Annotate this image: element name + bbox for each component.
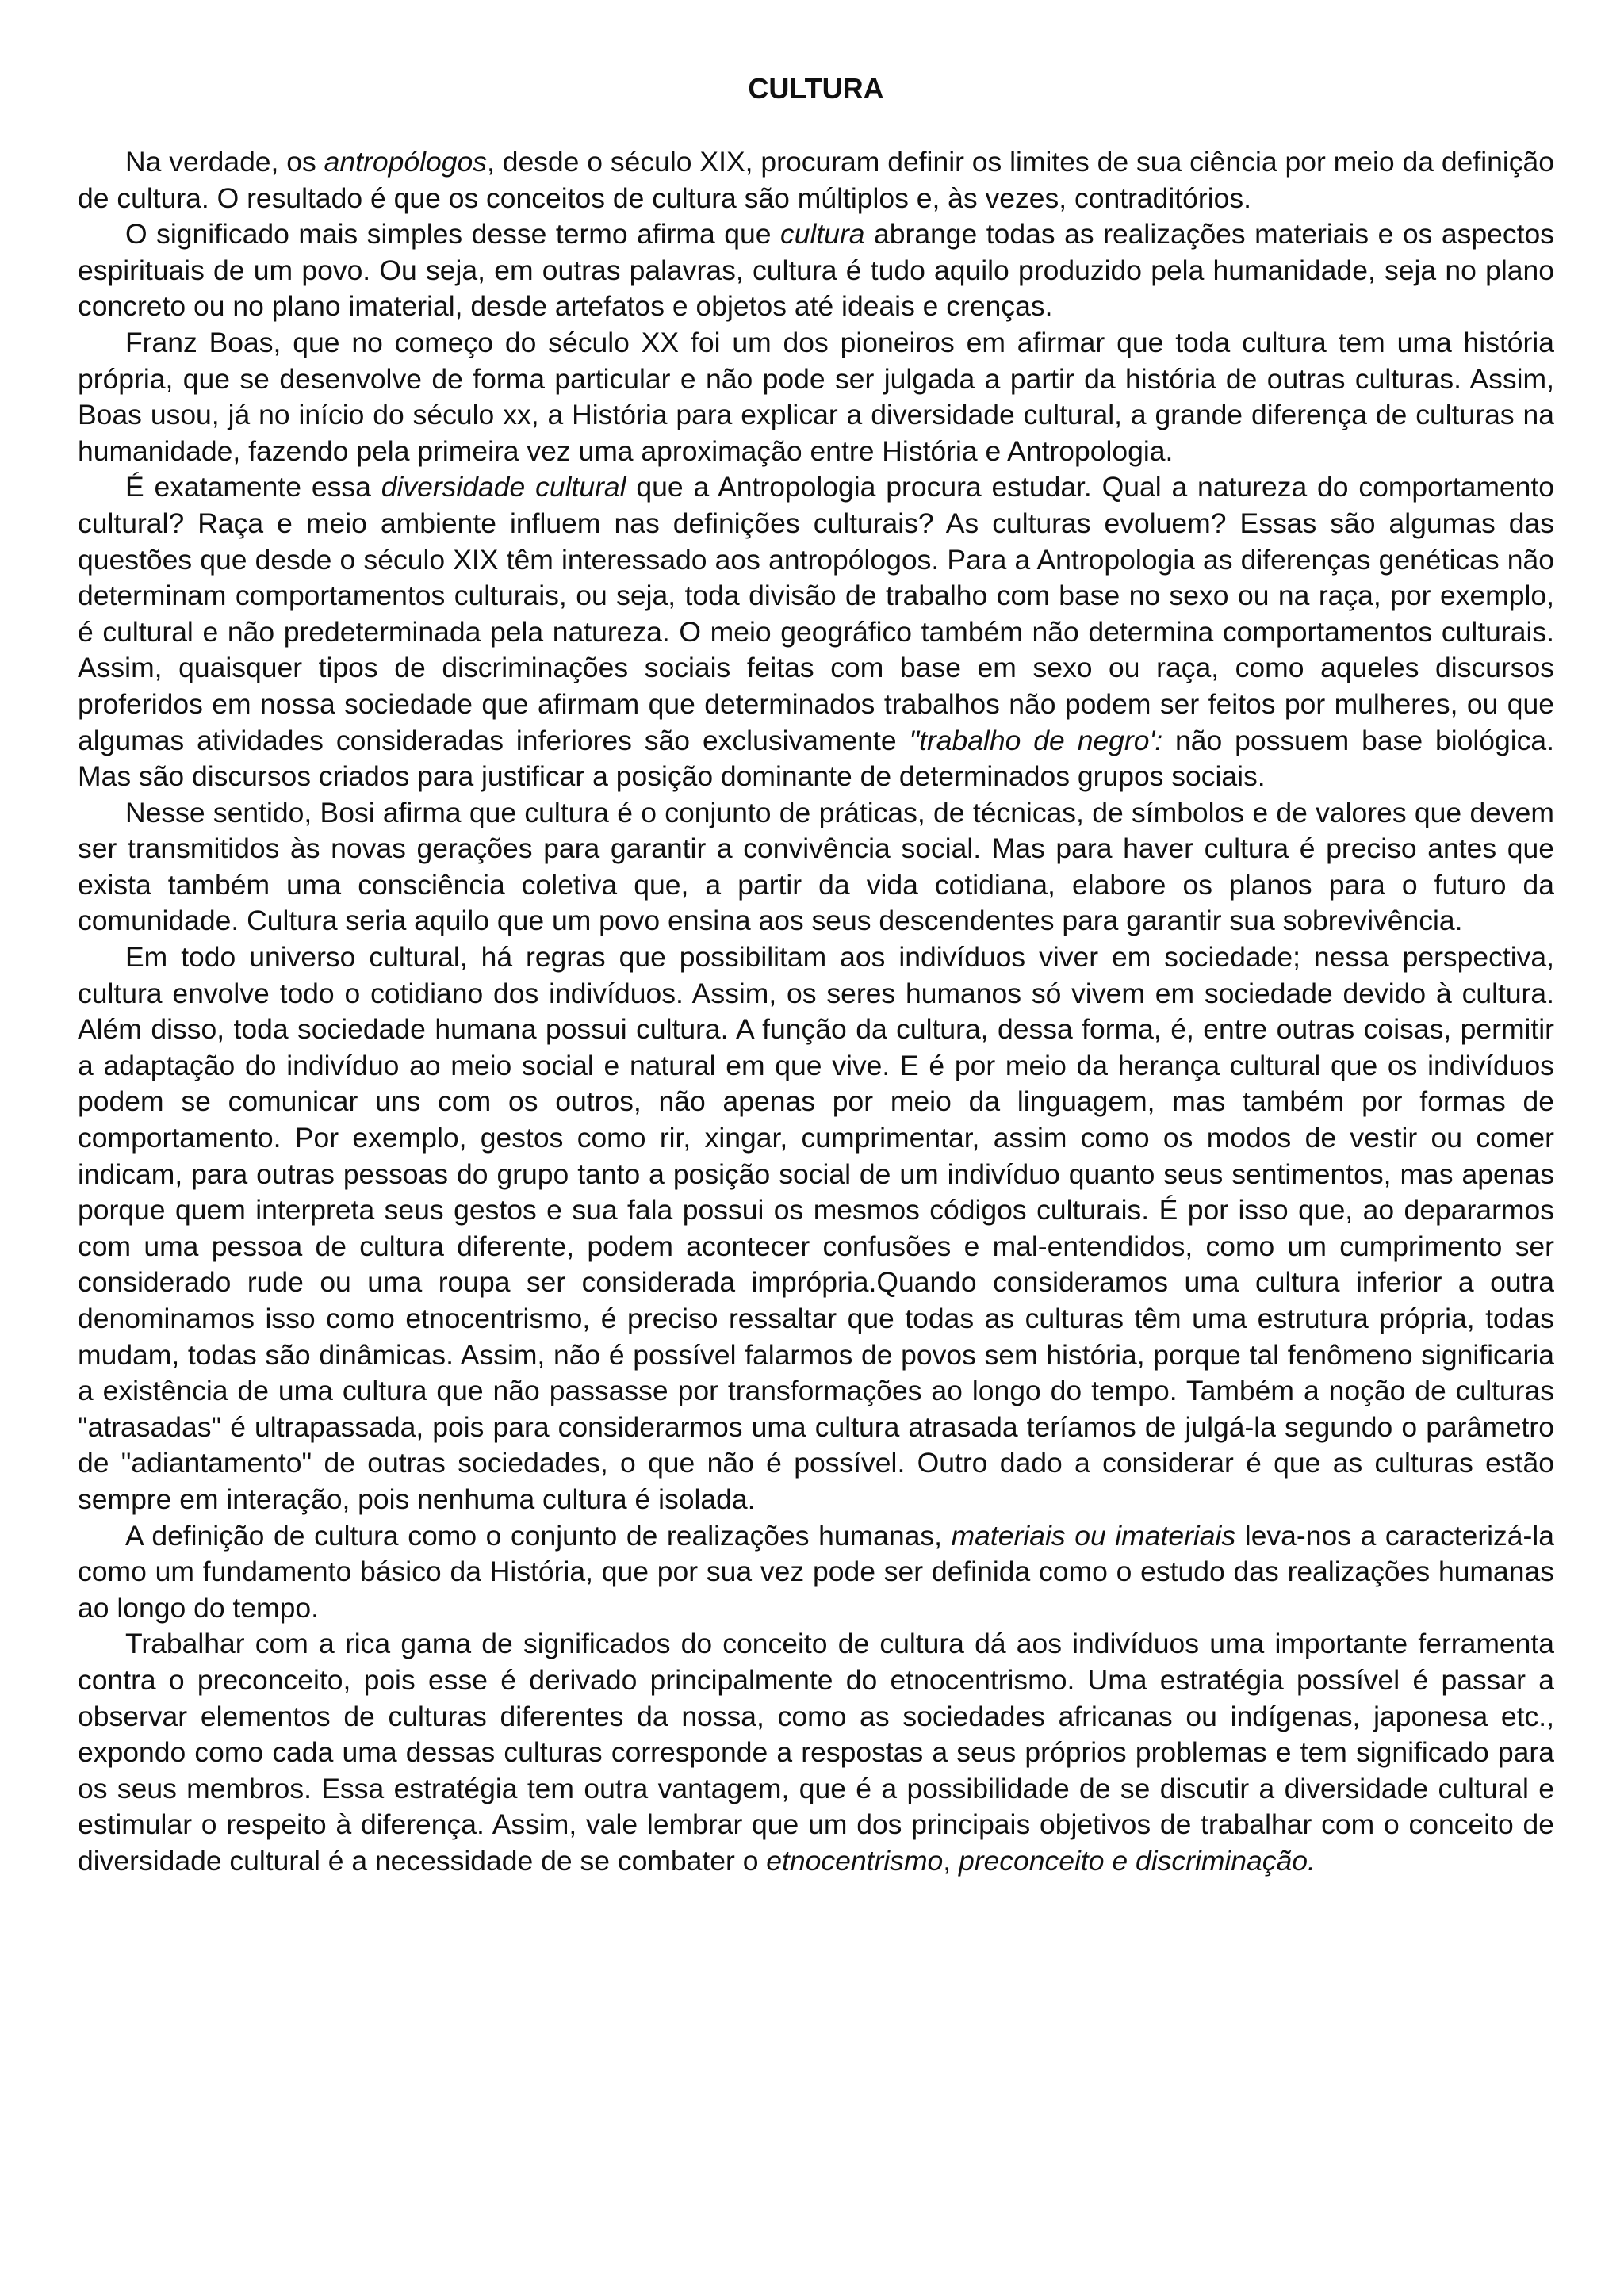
- italic-text: cultura: [779, 218, 865, 251]
- italic-text: "trabalho de negro':: [909, 724, 1163, 756]
- text-run: ,: [943, 1844, 959, 1877]
- page-title: CULTURA: [748, 72, 884, 105]
- text-run: , desde o século XIX, procuram definir os limites de sua ciência por meio da definição de cultura. O resultado é que os conceitos de cultura são múltiplos e, às vezes, contraditórios.: [78, 146, 1554, 214]
- text-run: É exatamente essa: [125, 471, 381, 503]
- paragraph: [78, 216, 1554, 325]
- italic-text: materiais ou imateriais: [951, 1519, 1236, 1552]
- italic-text: preconceito e discriminação.: [959, 1844, 1316, 1877]
- italic-text: diversidade cultural: [381, 471, 626, 503]
- text-run: Trabalhar com a rica gama de significados do conceito de cultura dá aos indivíduos uma importante ferramenta contra o preconceito, pois esse é derivado principalmente do etnocentrismo. Uma estratégia possível é passar a observar elementos de culturas diferentes da nossa, como as sociedades africanas ou indígenas, japonesa etc., expondo como cada uma dessas culturas corresponde a respostas a seus próprios problemas e tem significado para os seus membros. Essa estratégia tem outra vantagem, que é a possibilidade de se discutir a diversidade cultural e estimular o respeito à diferença. Assim, vale lembrar que um dos principais objetivos de trabalhar com o conceito de diversidade cultural é a necessidade de se combater o: [78, 1628, 1554, 1877]
- text-run: A definição de cultura como o conjunto de realizações humanas,: [125, 1519, 952, 1552]
- text-run: Na verdade, os: [125, 146, 324, 178]
- text-run: Em todo universo cultural, há regras que possibilitam aos indivíduos viver em sociedade; nessa perspectiva, cultura envolve todo o cotidiano dos indivíduos. Assim, os seres humanos só vivem em sociedade devido à cultura. Além disso, toda sociedade humana possui cultura. A função da cultura, dessa forma, é, entre outras coisas, permitir a adaptação do indivíduo ao meio social e natural em que vive. E é por meio da herança cultural que os indivíduos podem se comunicar uns com os outros, não apenas por meio da linguagem, mas também por formas de comportamento. Por exemplo, gestos como rir, xingar, cumprimentar, assim como os modos de vestir ou comer indicam, para outras pessoas do grupo tanto a posição social de um indivíduo quanto seus sentimentos, mas apenas porque quem interpreta seus gestos e sua fala possui os mesmos códigos culturais. É por isso que, ao depararmos com uma pessoa de cultura diferente, podem acontecer confusões e mal-entendidos, como um cumprimento ser considerado rude ou uma roupa ser considerada imprópria.Quando consideramos uma cultura inferior a outra denominamos isso como etnocentrismo, é preciso ressaltar que todas as culturas têm uma estrutura própria, todas mudam, todas são dinâmicas. Assim, não é possível falarmos de povos sem história, porque tal fenômeno significaria a existência de uma cultura que não passasse por transformações ao longo do tempo. Também a noção de culturas "atrasadas" é ultrapassada, pois para considerarmos uma cultura atrasada teríamos de julgá-la segundo o parâmetro de "adiantamento" de outras sociedades, o que não é possível. Outro dado a considerar é que as culturas estão sempre em interação, pois nenhuma cultura é isolada.: [78, 941, 1554, 1515]
- paragraph: [78, 1518, 1554, 1627]
- paragraph: [78, 469, 1554, 794]
- paragraph: [78, 795, 1554, 939]
- text-run: O significado mais simples desse termo afirma que: [125, 218, 780, 251]
- body-text: [78, 144, 1554, 1880]
- document-page: [78, 71, 1554, 1880]
- paragraph: [78, 1626, 1554, 1879]
- italic-text: antropólogos: [324, 146, 487, 178]
- paragraph: [78, 325, 1554, 469]
- paragraph: [78, 144, 1554, 216]
- paragraph: [78, 939, 1554, 1518]
- text-run: Nesse sentido, Bosi afirma que cultura é o conjunto de práticas, de técnicas, de símbolos e de valores que devem ser transmitidos às novas gerações para garantir a convivência social. Mas para haver cultura é preciso antes que exista também uma consciência coletiva que, a partir da vida cotidiana, elabore os planos para o futuro da comunidade. Cultura seria aquilo que um povo ensina aos seus descendentes para garantir sua sobrevivência.: [78, 796, 1554, 937]
- text-run: não possuem base biológica. Mas são discursos criados para justificar a posição dominante de determinados grupos sociais.: [78, 724, 1554, 793]
- text-run: abrange todas as realizações materiais e os aspectos espirituais de um povo. Ou seja, em outras palavras, cultura é tudo aquilo produzido pela humanidade, seja no plano concreto ou no plano imaterial, desde artefatos e objetos até ideais e crenças.: [78, 218, 1554, 323]
- text-run: leva-nos a caracterizá-la como um fundamento básico da História, que por sua vez pode ser definida como o estudo das realizações humanas ao longo do tempo.: [78, 1519, 1554, 1624]
- text-run: Franz Boas, que no começo do século XX foi um dos pioneiros em afirmar que toda cultura tem uma história própria, que se desenvolve de forma particular e não pode ser julgada a partir da história de outras culturas. Assim, Boas usou, já no início do século xx, a História para explicar a diversidade cultural, a grande diferença de culturas na humanidade, fazendo pela primeira vez uma aproximação entre História e Antropologia.: [78, 326, 1554, 467]
- text-run: que a Antropologia procura estudar. Qual a natureza do comportamento cultural? Raça e meio ambiente influem nas definições culturais? As culturas evoluem? Essas são algumas das questões que desde o século XIX têm interessado aos antropólogos. Para a Antropologia as diferenças genéticas não determinam comportamentos culturais, ou seja, toda divisão de trabalho com base no sexo ou na raça, por exemplo, é cultural e não predeterminada pela natureza. O meio geográfico também não determina comportamentos culturais. Assim, quaisquer tipos de discriminações sociais feitas com base em sexo ou raça, como aqueles discursos proferidos em nossa sociedade que afirmam que determinados trabalhos não podem ser feitos por mulheres, ou que algumas atividades consideradas inferiores são exclusivamente: [78, 471, 1555, 756]
- italic-text: etnocentrismo: [766, 1844, 944, 1877]
